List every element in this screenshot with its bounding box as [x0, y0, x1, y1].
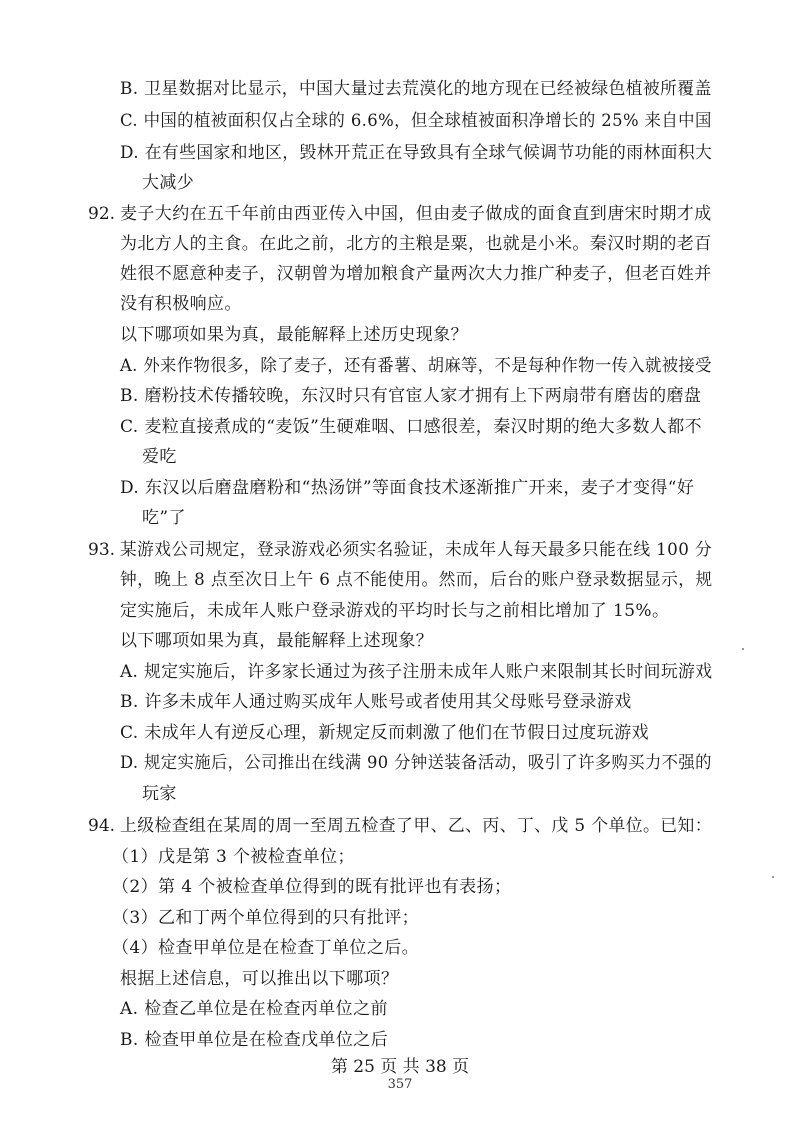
q93-option-b: B. 许多未成年人通过购买成年人账号或者使用其父母账号登录游戏	[120, 692, 632, 712]
q93-option-d-line1: D. 规定实施后，公司推出在线满 90 分钟送装备活动，吸引了许多购买力不强的	[120, 753, 712, 773]
q92-number: 92.	[88, 204, 116, 224]
q91-option-c: C. 中国的植被面积仅占全球的 6.6%，但全球植被面积净增长的 25% 来自中国	[120, 111, 712, 131]
q94-number: 94.	[88, 816, 116, 836]
q93-stem-line1: 某游戏公司规定，登录游戏必须实名验证，未成年人每天最多只能在线 100 分	[120, 540, 713, 560]
q94-condition-4: （4）检查甲单位是在检查丁单位之后。	[112, 938, 420, 958]
q91-option-b: B. 卫星数据对比显示，中国大量过去荒漠化的地方现在已经被绿色植被所覆盖	[120, 79, 712, 99]
q91-option-d-line1: D. 在有些国家和地区，毁林开荒正在导致具有全球气候调节功能的雨林面积大	[120, 143, 713, 163]
q92-stem-line3: 姓很不愿意种麦子，汉朝曾为增加粮食产量两次大力推广种麦子，但老百姓并	[120, 264, 712, 284]
q92-option-c-line2: 爱吃	[142, 447, 177, 467]
q92-option-d-line1: D. 东汉以后磨盘磨粉和“热汤饼”等面食技术逐渐推广开来，麦子才变得“好	[120, 478, 695, 498]
q92-option-d-line2: 吃”了	[142, 508, 186, 528]
q94-condition-3: （3）乙和丁两个单位得到的只有批评；	[112, 908, 420, 928]
page-number: 357	[387, 1077, 413, 1092]
q93-option-c: C. 未成年人有逆反心理，新规定反而刺激了他们在节假日过度玩游戏	[120, 723, 650, 743]
q92-stem-line2: 为北方人的主食。在此之前，北方的主粮是粟，也就是小米。秦汉时期的老百	[120, 234, 712, 254]
q93-option-a: A. 规定实施后，许多家长通过为孩子注册未成年人账户来限制其长时间玩游戏	[120, 662, 713, 682]
scan-speck	[772, 876, 774, 878]
page-indicator: 第 25 页 共 38 页	[330, 1057, 470, 1077]
q94-condition-2: （2）第 4 个被检查单位得到的既有批评也有表扬；	[112, 877, 512, 897]
q93-stem-line2: 钟，晚上 8 点至次日上午 6 点不能使用。然而，后台的账户登录数据显示，规	[120, 570, 713, 590]
q94-condition-1: （1）戊是第 3 个被检查单位；	[112, 847, 355, 867]
q94-stem-line1: 上级检查组在某周的周一至周五检查了甲、乙、丙、丁、戊 5 个单位。已知：	[120, 816, 713, 836]
q92-option-c-line1: C. 麦粒直接煮成的“麦饭”生硬难咽、口感很差，秦汉时期的绝大多数人都不	[120, 417, 702, 437]
q93-number: 93.	[88, 540, 116, 560]
q91-option-d-line2: 大减少	[142, 173, 195, 193]
q93-option-d-line2: 玩家	[142, 784, 177, 804]
q94-option-a: A. 检查乙单位是在检查丙单位之前	[120, 999, 388, 1019]
q92-stem-line1: 麦子大约在五千年前由西亚传入中国，但由麦子做成的面食直到唐宋时期才成	[120, 204, 712, 224]
q93-question: 以下哪项如果为真，最能解释上述现象？	[120, 631, 434, 651]
q92-question: 以下哪项如果为真，最能解释上述历史现象？	[120, 325, 468, 345]
q93-stem-line3: 定实施后，未成年人账户登录游戏的平均时长与之前相比增加了 15%。	[120, 601, 670, 621]
q92-option-b: B. 磨粉技术传播较晚，东汉时只有官宦人家才拥有上下两扇带有磨齿的磨盘	[120, 386, 702, 406]
q92-option-a: A. 外来作物很多，除了麦子，还有番薯、胡麻等，不是每种作物一传入就被接受	[120, 356, 712, 376]
q94-question: 根据上述信息，可以推出以下哪项？	[120, 969, 399, 989]
q92-stem-line4: 没有积极响应。	[120, 294, 242, 314]
q94-option-b: B. 检查甲单位是在检查戊单位之后	[120, 1030, 389, 1050]
scan-speck	[742, 648, 744, 650]
